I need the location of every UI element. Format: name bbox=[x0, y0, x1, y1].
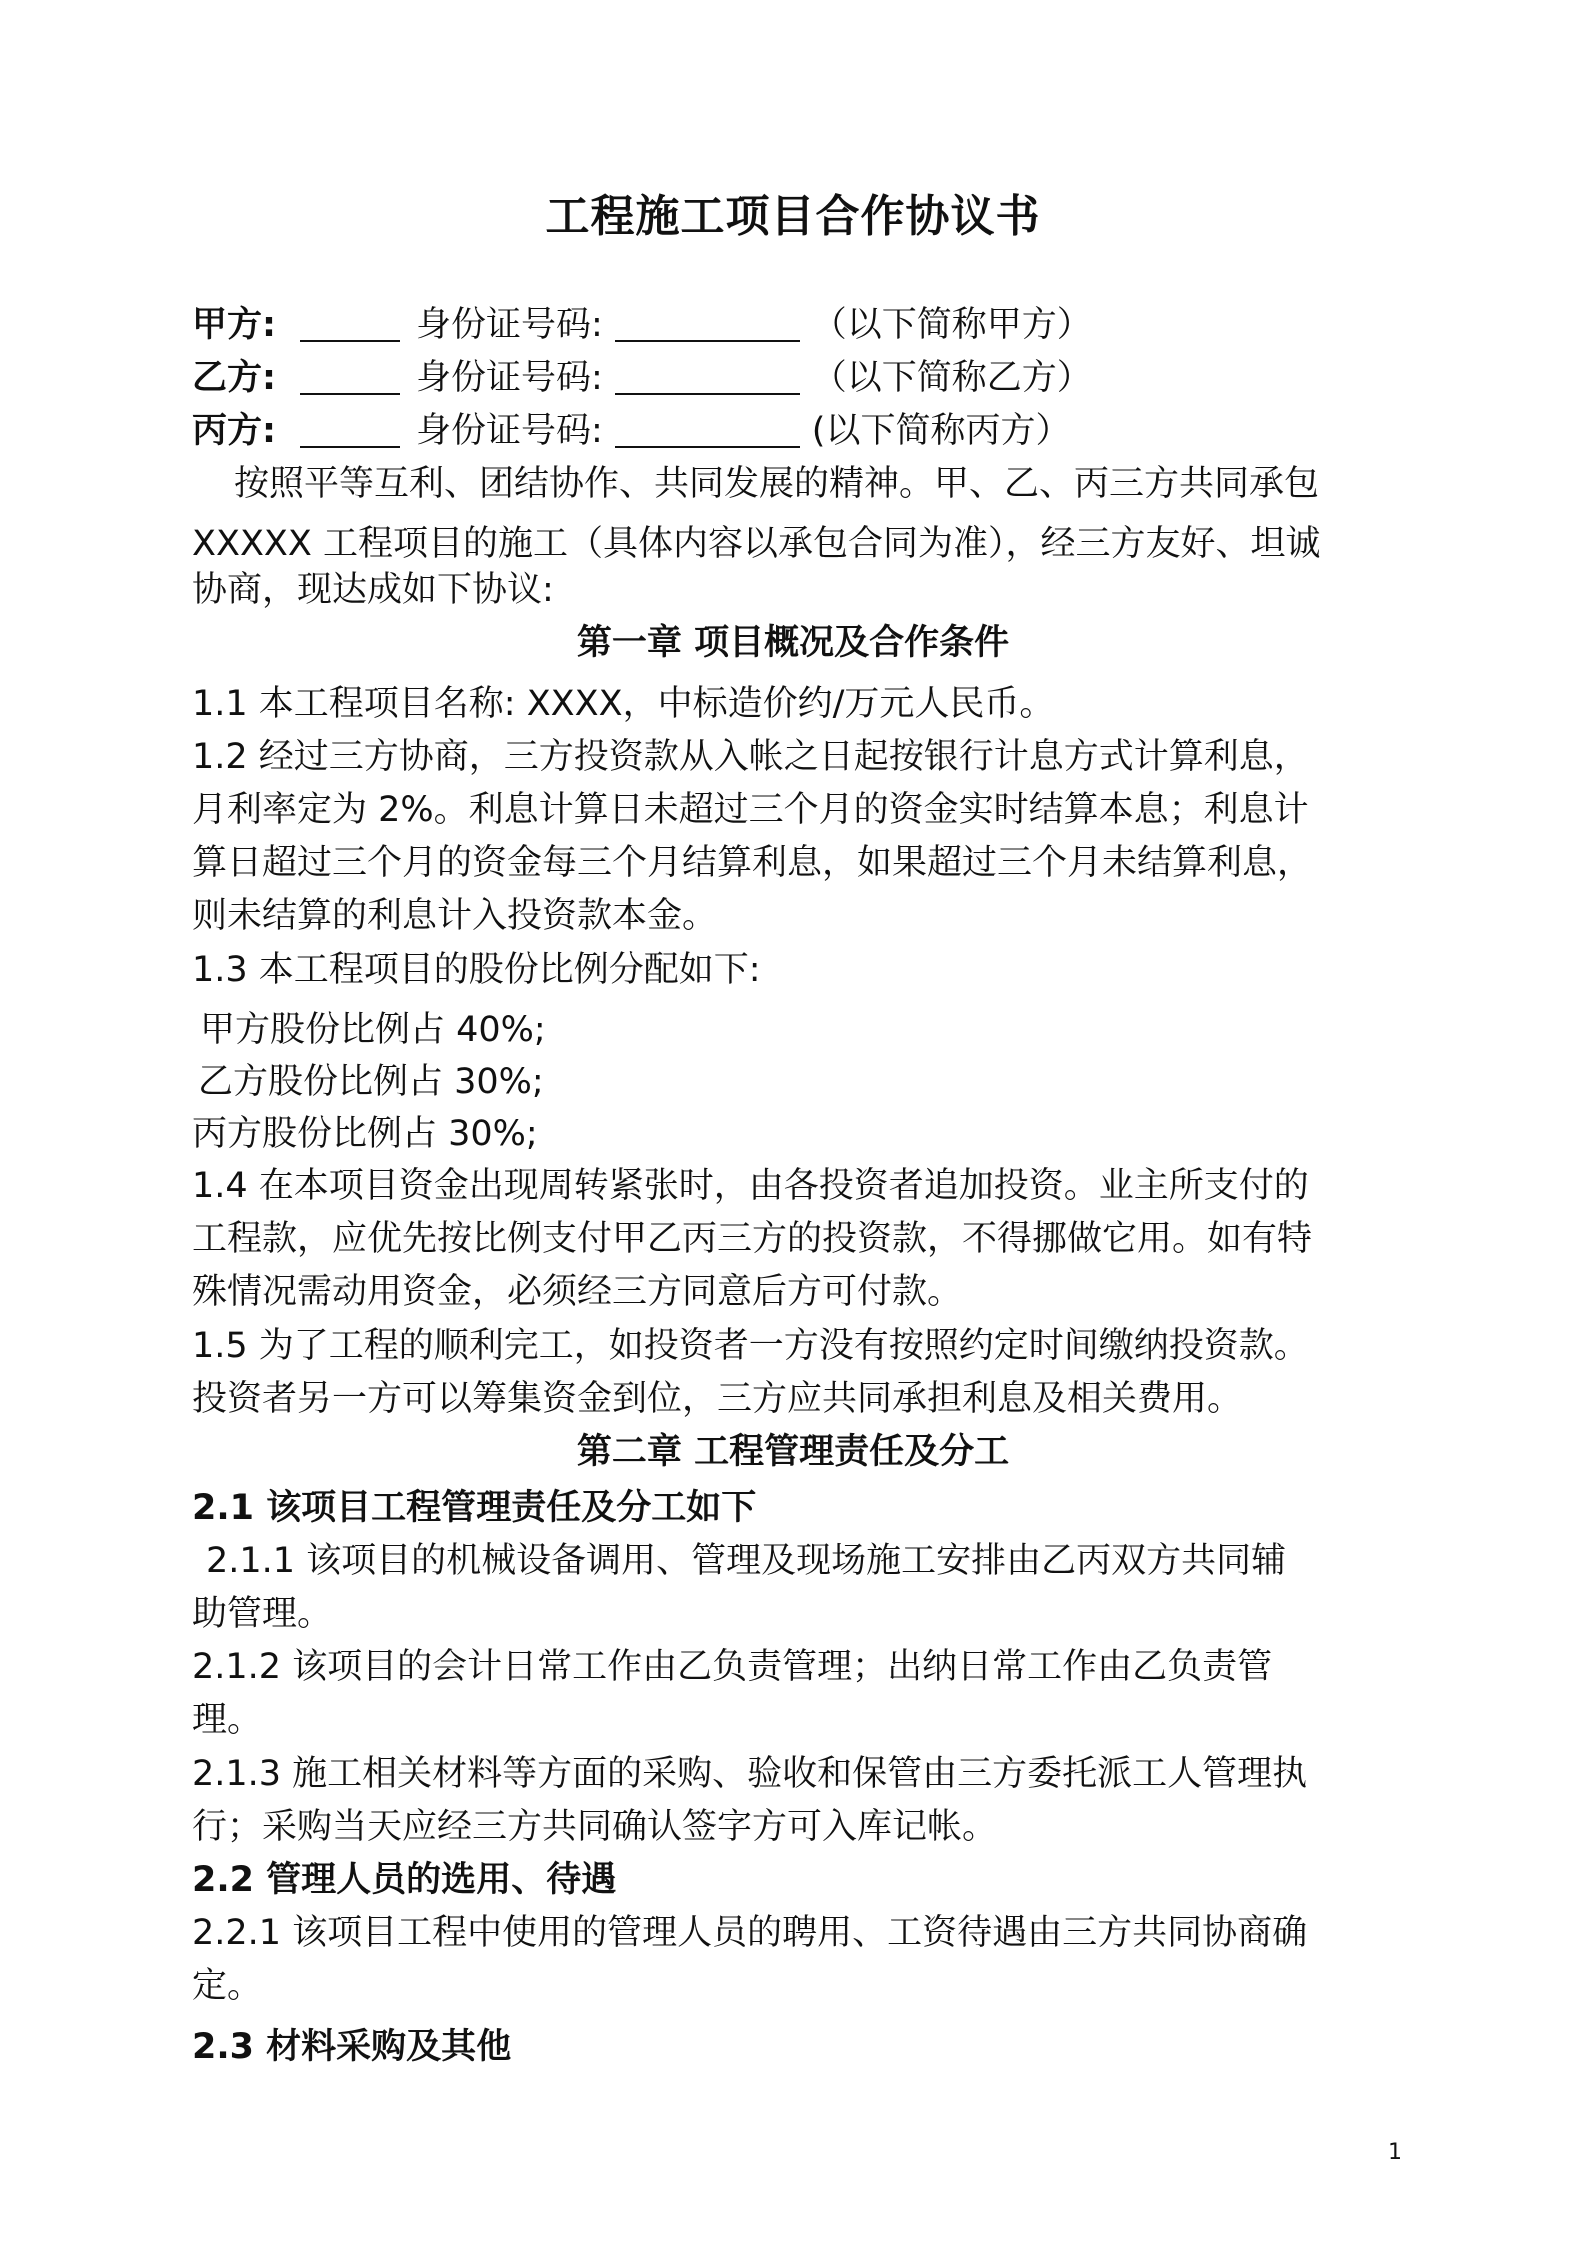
chapter-1-heading: 第一章 项目概况及合作条件 bbox=[576, 623, 1010, 663]
clause-2-1-3-line: 2.1.3 施工相关材料等方面的采购、验收和保管由三方委托派工人管理执 bbox=[192, 1754, 1308, 1794]
clause-2-3-heading: 2.3 材料采购及其他 bbox=[192, 2027, 512, 2067]
party-c-alias: (以下简称丙方） bbox=[811, 411, 1071, 451]
party-b-id-blank bbox=[615, 359, 800, 395]
party-b-name-blank bbox=[300, 359, 400, 395]
clause-1-4-line: 殊情况需动用资金，必须经三方同意后方可付款。 bbox=[192, 1272, 963, 1312]
party-b-row bbox=[192, 356, 1412, 400]
clause-2-1-1-line: 2.1.1 该项目的机械设备调用、管理及现场施工安排由乙丙双方共同辅 bbox=[206, 1541, 1287, 1581]
party-c-label: 丙方: bbox=[192, 411, 276, 451]
intro-line: 按照平等互利、团结协作、共同发展的精神。甲、乙、丙三方共同承包 bbox=[234, 464, 1320, 504]
party-a-id-label: 身份证号码: bbox=[416, 305, 603, 345]
clause-1-5-line: 投资者另一方可以筹集资金到位，三方应共同承担利息及相关费用。 bbox=[192, 1379, 1243, 1419]
clause-2-1-heading: 2.1 该项目工程管理责任及分工如下 bbox=[192, 1488, 757, 1528]
clause-1-2-line: 算日超过三个月的资金每三个月结算利息，如果超过三个月未结算利息， bbox=[192, 843, 1313, 883]
party-a-alias: （以下简称甲方） bbox=[811, 305, 1092, 345]
clause-2-1-1-line: 助管理。 bbox=[192, 1594, 333, 1634]
clause-2-2-1-line: 定。 bbox=[192, 1966, 263, 2006]
clause-2-1-2-line: 理。 bbox=[192, 1700, 263, 1740]
clause-2-1-3-line: 行；采购当天应经三方共同确认签字方可入库记帐。 bbox=[192, 1807, 998, 1847]
party-b-id-label: 身份证号码: bbox=[416, 358, 603, 398]
chapter-2-heading: 第二章 工程管理责任及分工 bbox=[576, 1432, 1010, 1472]
clause-2-2-1-line: 2.2.1 该项目工程中使用的管理人员的聘用、工资待遇由三方共同协商确 bbox=[192, 1913, 1308, 1953]
intro-line: XXXXX 工程项目的施工（具体内容以承包合同为准），经三方友好、坦诚 bbox=[192, 524, 1321, 564]
clause-2-2-heading: 2.2 管理人员的选用、待遇 bbox=[192, 1860, 617, 1900]
share-party-c: 丙方股份比例占 30%; bbox=[192, 1114, 538, 1154]
intro-line: 协商，现达成如下协议: bbox=[192, 570, 554, 610]
clause-1-2-line: 月利率定为 2%。利息计算日未超过三个月的资金实时结算本息；利息计 bbox=[192, 790, 1309, 830]
party-a-label: 甲方: bbox=[192, 305, 276, 345]
party-b-alias: （以下简称乙方） bbox=[811, 358, 1092, 398]
clause-2-1-2-line: 2.1.2 该项目的会计日常工作由乙负责管理；出纳日常工作由乙负责管 bbox=[192, 1647, 1273, 1687]
page-number: 1 bbox=[1388, 2140, 1402, 2165]
party-a-id-blank bbox=[615, 306, 800, 342]
clause-1-2-line: 1.2 经过三方协商，三方投资款从入帐之日起按银行计息方式计算利息， bbox=[192, 737, 1309, 777]
clause-1-1: 1.1 本工程项目名称: XXXX，中标造价约/万元人民币。 bbox=[192, 684, 1055, 724]
party-c-row bbox=[192, 409, 1412, 453]
share-party-a: 甲方股份比例占 40%; bbox=[200, 1010, 546, 1050]
party-c-id-blank bbox=[615, 412, 800, 448]
party-a-name-blank bbox=[300, 306, 400, 342]
party-b-label: 乙方: bbox=[192, 358, 276, 398]
clause-1-2-line: 则未结算的利息计入投资款本金。 bbox=[192, 896, 718, 936]
clause-1-4-line: 工程款，应优先按比例支付甲乙丙三方的投资款，不得挪做它用。如有特 bbox=[192, 1219, 1313, 1259]
party-a-row bbox=[192, 303, 1412, 347]
clause-1-4-line: 1.4 在本项目资金出现周转紧张时，由各投资者追加投资。业主所支付的 bbox=[192, 1166, 1309, 1206]
clause-1-3: 1.3 本工程项目的股份比例分配如下: bbox=[192, 950, 761, 990]
party-c-name-blank bbox=[300, 412, 400, 448]
clause-1-5-line: 1.5 为了工程的顺利完工，如投资者一方没有按照约定时间缴纳投资款。 bbox=[192, 1326, 1309, 1366]
document-title: 工程施工项目合作协议书 bbox=[545, 191, 1041, 242]
share-party-b: 乙方股份比例占 30%; bbox=[198, 1062, 544, 1102]
party-c-id-label: 身份证号码: bbox=[416, 411, 603, 451]
